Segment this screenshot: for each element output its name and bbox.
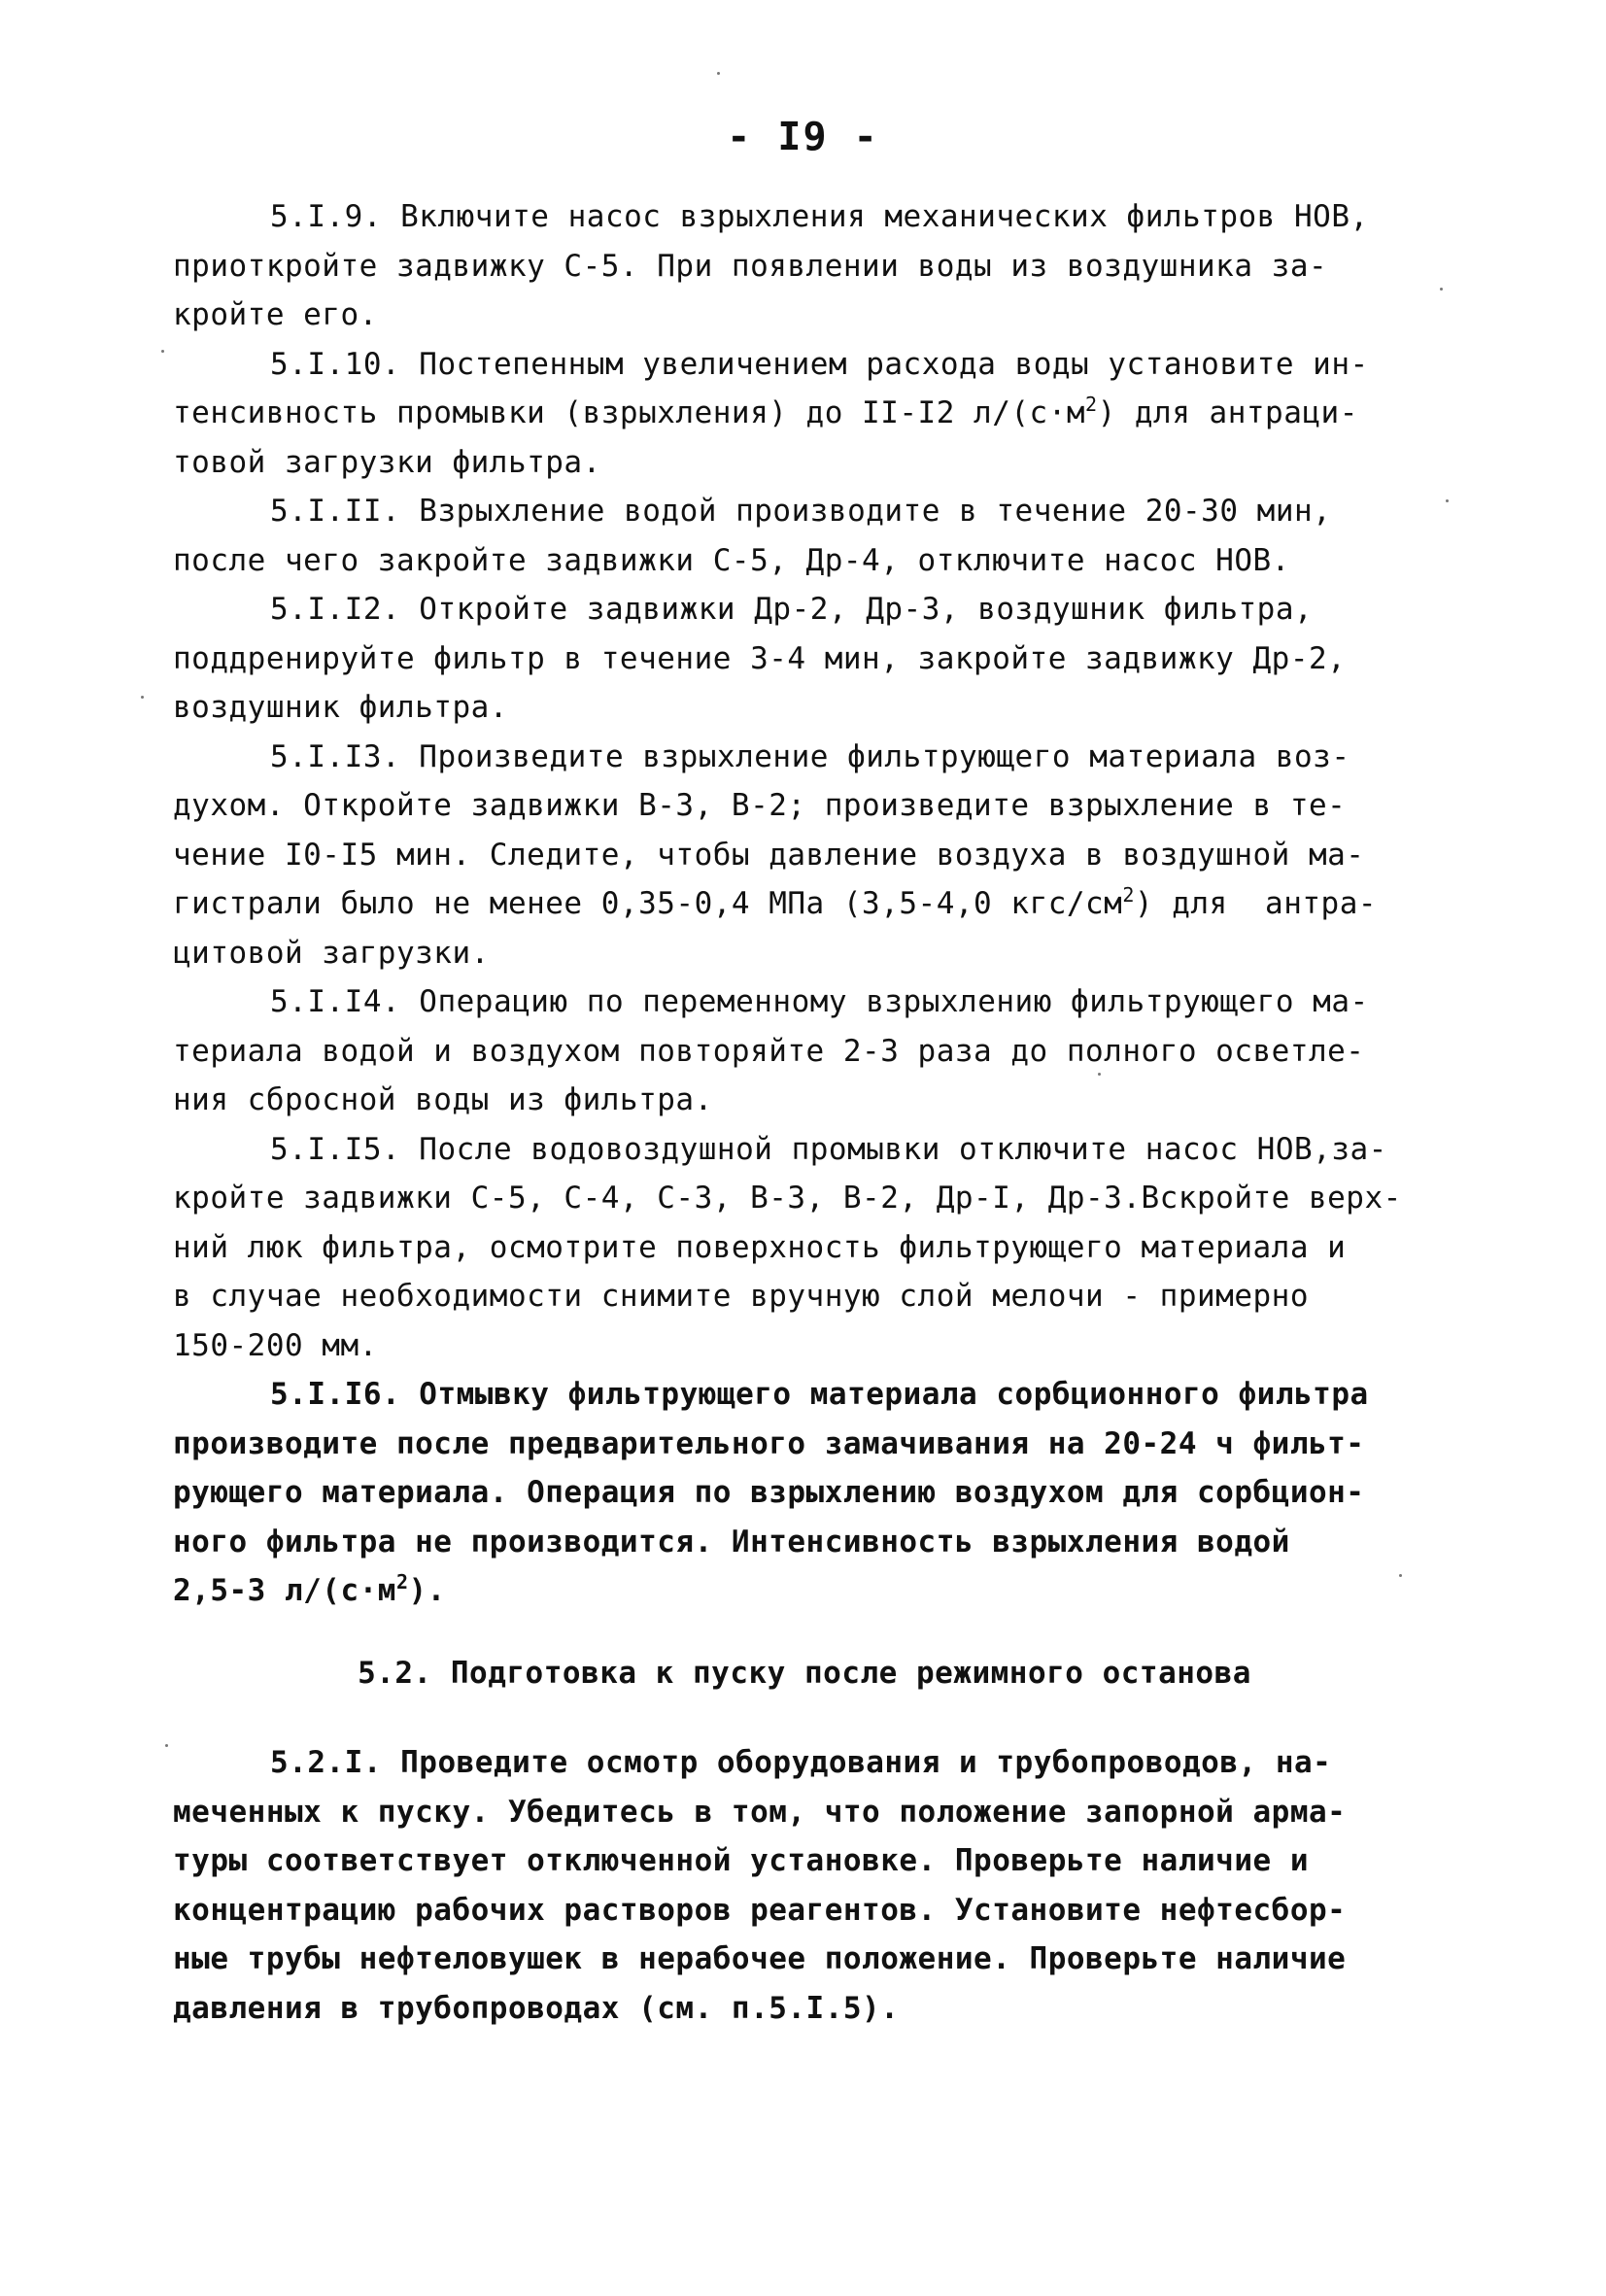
line-text-tail: ). — [408, 1573, 446, 1608]
paragraph-line: 5.I.I2. Откройте задвижки Др-2, Др-3, воздушник фильтра, — [270, 592, 1314, 627]
paragraph-line — [173, 389, 1436, 438]
spacer — [173, 1697, 1436, 1738]
paragraph-line: териала водой и воздухом повторяйте 2-3 раза до полного осветле- — [173, 1033, 1365, 1069]
paragraph-line: товой загрузки фильтра. — [173, 444, 601, 480]
paragraph-line: меченных к пуску. Убедитесь в том, что положение запорной арма- — [173, 1794, 1347, 1830]
paragraph-line: ные трубы нефтеловушек в нерабочее положение. Проверьте наличие — [173, 1941, 1347, 1976]
superscript: 2 — [395, 1570, 409, 1593]
scan-speck — [161, 350, 164, 353]
paragraph-line: 5.I.II. Взрыхление водой производите в течение 20-30 мин, — [270, 494, 1332, 529]
paragraph-5-2-1 — [173, 1738, 1436, 2033]
scan-speck — [165, 1744, 168, 1747]
paragraph-line: кройте его. — [173, 297, 378, 332]
paragraph-line: давления в трубопроводах (см. п.5.I.5). — [173, 1990, 900, 2026]
paragraph-line: ного фильтра не производится. Интенсивность взрыхления водой — [173, 1524, 1290, 1559]
scan-speck — [1399, 1574, 1402, 1577]
paragraph-5-1-16 — [173, 1370, 1436, 1616]
scan-speck — [141, 696, 144, 699]
paragraph-line: приоткройте задвижку С-5. При появлении воды из воздушника за- — [173, 248, 1328, 284]
superscript: 2 — [1085, 393, 1098, 416]
paragraph-line: чение I0-I5 мин. Следите, чтобы давление воздуха в воздушной ма- — [173, 837, 1365, 873]
line-text: гистрали было не менее 0,35-0,4 МПа (3,5-4,0 кгс/см — [173, 886, 1123, 921]
paragraph-line: производите после предварительного замачивания на 20-24 ч фильт- — [173, 1425, 1365, 1461]
paragraph-line: рующего материала. Операция по взрыхлению воздухом для сорбцион- — [173, 1475, 1365, 1510]
superscript: 2 — [1122, 883, 1135, 907]
paragraph-line: 5.I.I4. Операцию по переменному взрыхлению фильтрующего ма- — [270, 984, 1369, 1019]
line-text-tail: ) для антра- — [1134, 886, 1378, 921]
paragraph-5-1-9 — [173, 192, 1436, 340]
paragraph-line: кройте задвижки С-5, С-4, С-3, В-3, В-2, Др-I, Др-3.Вскройте верх- — [173, 1181, 1402, 1216]
paragraph-line — [173, 879, 1436, 929]
paragraph-line — [173, 1566, 1436, 1616]
paragraph-line: 5.I.I5. После водовоздушной промывки отключите насос НОВ,за- — [270, 1131, 1387, 1167]
scan-speck — [1446, 499, 1449, 502]
line-text: 2,5-3 л/(с·м — [173, 1573, 396, 1608]
paragraph-line: концентрацию рабочих растворов реагентов. Установите нефтесбор- — [173, 1892, 1347, 1928]
document-body — [173, 192, 1436, 2033]
paragraph-line: после чего закройте задвижки С-5, Др-4, отключите насос НОВ. — [173, 542, 1290, 578]
scan-speck — [1098, 1073, 1101, 1076]
section-heading: 5.2. Подготовка к пуску после режимного останова — [358, 1655, 1251, 1691]
paragraph-5-1-14 — [173, 977, 1436, 1125]
paragraph-line: воздушник фильтра. — [173, 690, 508, 725]
scan-speck — [1440, 288, 1443, 291]
line-text-tail: ) для антраци- — [1097, 395, 1358, 430]
paragraph-line: в случае необходимости снимите вручную слой мелочи - примерно — [173, 1279, 1309, 1314]
paragraph-line: духом. Откройте задвижки В-3, В-2; произведите взрыхление в те- — [173, 788, 1347, 823]
paragraph-line: цитовой загрузки. — [173, 935, 490, 971]
paragraph-5-1-10 — [173, 340, 1436, 488]
paragraph-line: 5.I.I3. Произведите взрыхление фильтрующего материала воз- — [270, 738, 1350, 774]
paragraph-line: поддренируйте фильтр в течение 3-4 мин, закройте задвижку Др-2, — [173, 640, 1347, 676]
paragraph-5-1-12 — [173, 585, 1436, 733]
paragraph-line: 5.I.9. Включите насос взрыхления механических фильтров НОВ, — [270, 199, 1369, 234]
paragraph-5-1-15 — [173, 1125, 1436, 1371]
paragraph-line: туры соответствует отключенной установке. Проверьте наличие и — [173, 1843, 1309, 1878]
page-number: - I9 - — [727, 115, 879, 159]
paragraph-5-1-11 — [173, 487, 1436, 585]
section-heading-5-2 — [173, 1649, 1436, 1698]
paragraph-line: 150-200 мм. — [173, 1327, 378, 1363]
paragraph-line: 5.I.I6. Отмывку фильтрующего материала сорбционного фильтра — [270, 1377, 1369, 1412]
paragraph-5-1-13 — [173, 733, 1436, 978]
paragraph-line: ний люк фильтра, осмотрите поверхность фильтрующего материала и — [173, 1229, 1347, 1265]
paragraph-line: 5.I.10. Постепенным увеличением расхода воды установите ин- — [270, 346, 1369, 382]
line-text: тенсивность промывки (взрыхления) до II-I2 л/(с·м — [173, 395, 1086, 430]
spacer — [173, 1616, 1436, 1649]
paragraph-line: 5.2.I. Проведите осмотр оборудования и трубопроводов, на- — [270, 1745, 1332, 1780]
paragraph-line: ния сбросной воды из фильтра. — [173, 1082, 713, 1117]
scan-speck — [717, 72, 720, 75]
